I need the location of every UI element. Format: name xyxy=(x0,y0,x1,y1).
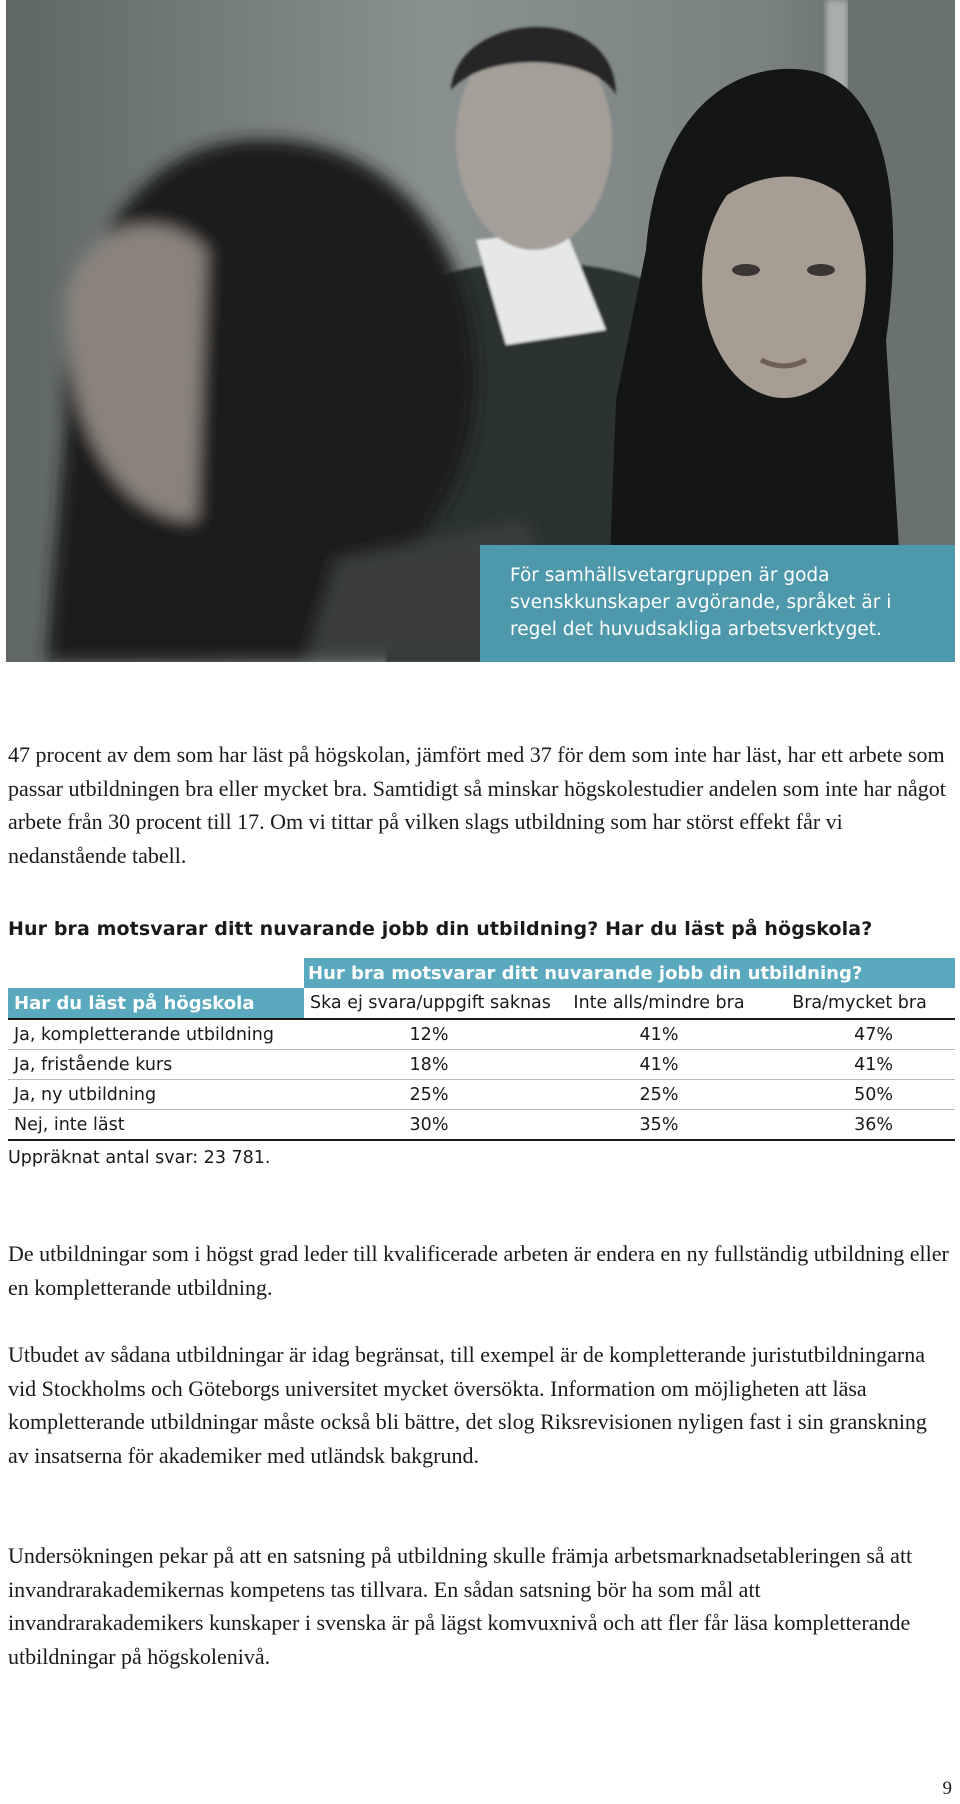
cell-value: 41% xyxy=(764,1050,955,1080)
table-group-row xyxy=(8,958,955,988)
survey-table xyxy=(8,958,955,1141)
cell-value: 12% xyxy=(304,1019,554,1050)
page-number: 9 xyxy=(942,1778,952,1799)
cell-value: 30% xyxy=(304,1110,554,1141)
cell-value: 25% xyxy=(304,1080,554,1110)
paragraph-supply: Utbudet av sådana utbildningar är idag begränsat, till exempel är de kompletterande juristutbildningarna vid Stockholms och Göteborgs universitet mycket översökta. Information om möjligheten att läsa kompletterande utbildningar måste också bli bättre, det slog Riksrevisionen nyligen fast i sin granskning av insatserna för akademiker med utländsk bakgrund. xyxy=(8,1342,927,1468)
table-footnote: Uppräknat antal svar: 23 781. xyxy=(8,1148,271,1168)
table-row xyxy=(8,1110,955,1141)
row-label: Ja, kompletterande utbildning xyxy=(8,1019,304,1050)
cell-value: 41% xyxy=(554,1050,764,1080)
column-header-good: Bra/mycket bra xyxy=(764,988,955,1019)
paragraph-recommendation: Undersökningen pekar på att en satsning på utbildning skulle främja arbetsmarknadsetableringen så att invandrarakademikernas kompetens tas tillvara. En sådan satsning bör ha som mål att invandrarakademikers kunskaper i svenska är på lägst komvuxnivå och att fler får läsa kompletterande utbildningar på högskolenivå. xyxy=(8,1543,913,1669)
table-row xyxy=(8,1019,955,1050)
row-label: Nej, inte läst xyxy=(8,1110,304,1141)
cell-value: 36% xyxy=(764,1110,955,1141)
column-header-not-at-all: Inte alls/mindre bra xyxy=(554,988,764,1019)
cell-value: 18% xyxy=(304,1050,554,1080)
table-row xyxy=(8,1080,955,1110)
cell-value: 50% xyxy=(764,1080,955,1110)
row-label: Ja, fristående kurs xyxy=(8,1050,304,1080)
paragraph-conclusion: De utbildningar som i högst grad leder till kvalificerade arbeten är endera en ny fullständig utbildning eller en kompletterande utbildning. xyxy=(8,1241,949,1300)
cell-value: 47% xyxy=(764,1019,955,1050)
table-column-header-row xyxy=(8,988,955,1019)
table-question-heading: Hur bra motsvarar ditt nuvarande jobb din utbildning? Har du läst på högskola? xyxy=(8,918,873,940)
row-label: Ja, ny utbildning xyxy=(8,1080,304,1110)
table-row xyxy=(8,1050,955,1080)
cell-value: 41% xyxy=(554,1019,764,1050)
photo-caption-box xyxy=(480,545,955,662)
cell-value: 35% xyxy=(554,1110,764,1141)
table-row-header: Har du läst på högskola xyxy=(8,988,304,1019)
column-header-no-answer: Ska ej svara/uppgift saknas xyxy=(304,988,554,1019)
table-group-header: Hur bra motsvarar ditt nuvarande jobb din utbildning? xyxy=(304,958,955,988)
photo-caption: För samhällsvetargruppen är goda svenskkunskaper avgörande, språket är i regel det huvudsakliga arbetsverktyget. xyxy=(510,565,892,640)
paragraph-intro: 47 procent av dem som har läst på högskolan, jämfört med 37 för dem som inte har läst, har ett arbete som passar utbildningen bra eller mycket bra. Samtidigt så minskar högskolestudier andelen som inte har något arbete från 30 procent till 17. Om vi tittar på vilken slags utbildning som har störst effekt får vi nedanstående tabell. xyxy=(8,742,946,868)
cell-value: 25% xyxy=(554,1080,764,1110)
